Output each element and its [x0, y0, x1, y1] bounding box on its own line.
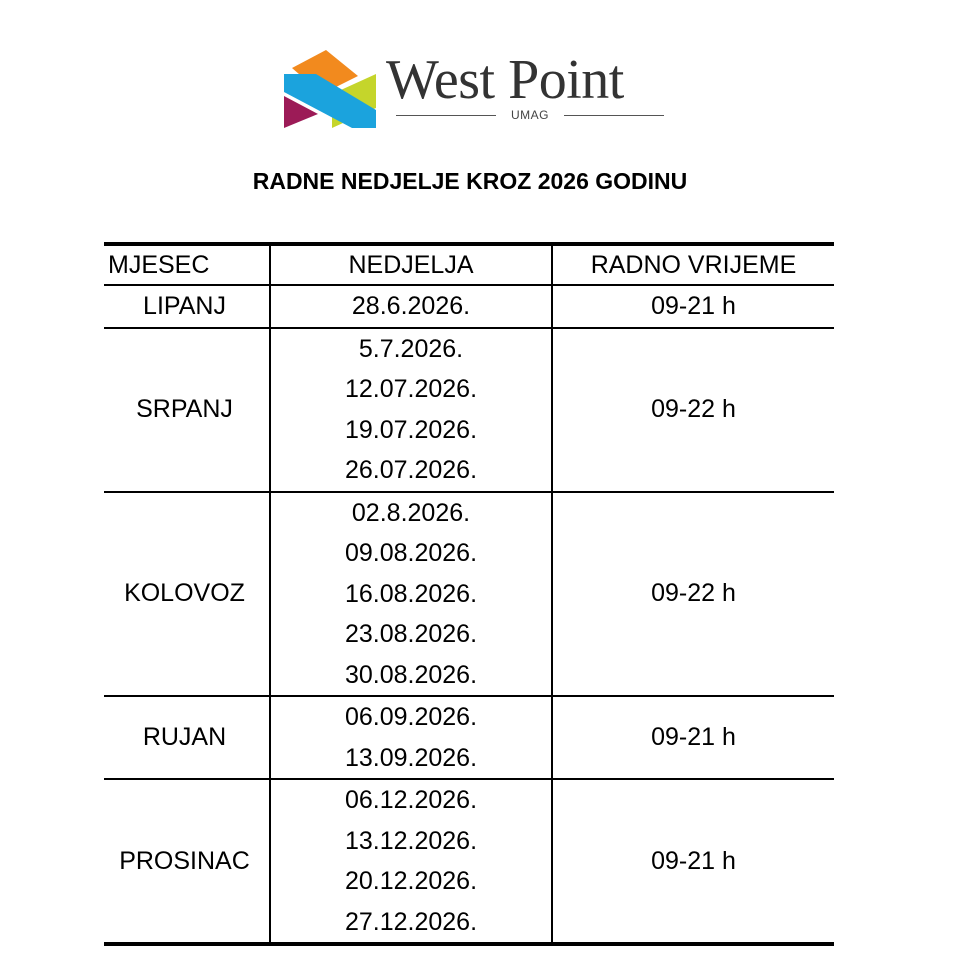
sunday-date: 23.08.2026.	[344, 620, 478, 648]
month-cell: PROSINAC	[104, 779, 270, 944]
sunday-date: 28.6.2026.	[351, 292, 471, 320]
sunday-date: 06.12.2026.	[344, 786, 478, 814]
month-cell: SRPANJ	[104, 328, 270, 492]
header-sunday: NEDJELJA	[270, 244, 552, 285]
sunday-date: 26.07.2026.	[344, 456, 478, 484]
month-cell: KOLOVOZ	[104, 492, 270, 697]
sunday-dates-cell	[270, 328, 552, 492]
brand-name: West Point	[386, 49, 624, 111]
sunday-dates-cell	[270, 779, 552, 944]
month-cell: RUJAN	[104, 696, 270, 779]
working-sundays-table	[104, 242, 834, 946]
sunday-date: 16.08.2026.	[344, 579, 478, 608]
sunday-date: 02.8.2026.	[351, 498, 471, 527]
month-cell: LIPANJ	[104, 285, 270, 328]
table-body	[104, 285, 834, 944]
table-row	[104, 285, 834, 328]
sunday-dates-cell	[270, 492, 552, 697]
table-header-row	[104, 244, 834, 285]
working-hours-cell: 09-21 h	[552, 779, 834, 944]
brand-logo	[282, 48, 682, 130]
date-list	[271, 780, 551, 942]
table-row	[104, 492, 834, 697]
logo-mark-icon	[282, 48, 380, 130]
sunday-date: 30.08.2026.	[344, 660, 478, 689]
brand-rule-right	[564, 115, 664, 116]
sunday-date: 12.07.2026.	[344, 375, 478, 403]
sunday-date: 13.12.2026.	[344, 826, 478, 855]
sunday-dates-cell	[270, 696, 552, 779]
working-hours-cell: 09-22 h	[552, 328, 834, 492]
table-row	[104, 328, 834, 492]
table-row	[104, 696, 834, 779]
sunday-date: 09.08.2026.	[344, 539, 478, 567]
sunday-date: 5.7.2026.	[358, 334, 464, 363]
brand-location: UMAG	[511, 108, 549, 122]
sunday-date: 13.09.2026.	[344, 743, 478, 772]
sunday-date: 27.12.2026.	[344, 907, 478, 936]
header-month: MJESEC	[104, 244, 270, 285]
sunday-date: 20.12.2026.	[344, 867, 478, 895]
working-hours-cell: 09-21 h	[552, 285, 834, 328]
working-hours-cell: 09-21 h	[552, 696, 834, 779]
date-list	[271, 286, 551, 327]
sunday-dates-cell	[270, 285, 552, 328]
sunday-date: 06.09.2026.	[344, 703, 478, 731]
page-title: RADNE NEDJELJE KROZ 2026 GODINU	[252, 168, 688, 194]
brand-rule-left	[396, 115, 496, 116]
header-working-hours: RADNO VRIJEME	[552, 244, 834, 285]
table-row	[104, 779, 834, 944]
date-list	[271, 493, 551, 696]
working-hours-cell: 09-22 h	[552, 492, 834, 697]
date-list	[271, 697, 551, 778]
sunday-date: 19.07.2026.	[344, 415, 478, 444]
date-list	[271, 329, 551, 491]
